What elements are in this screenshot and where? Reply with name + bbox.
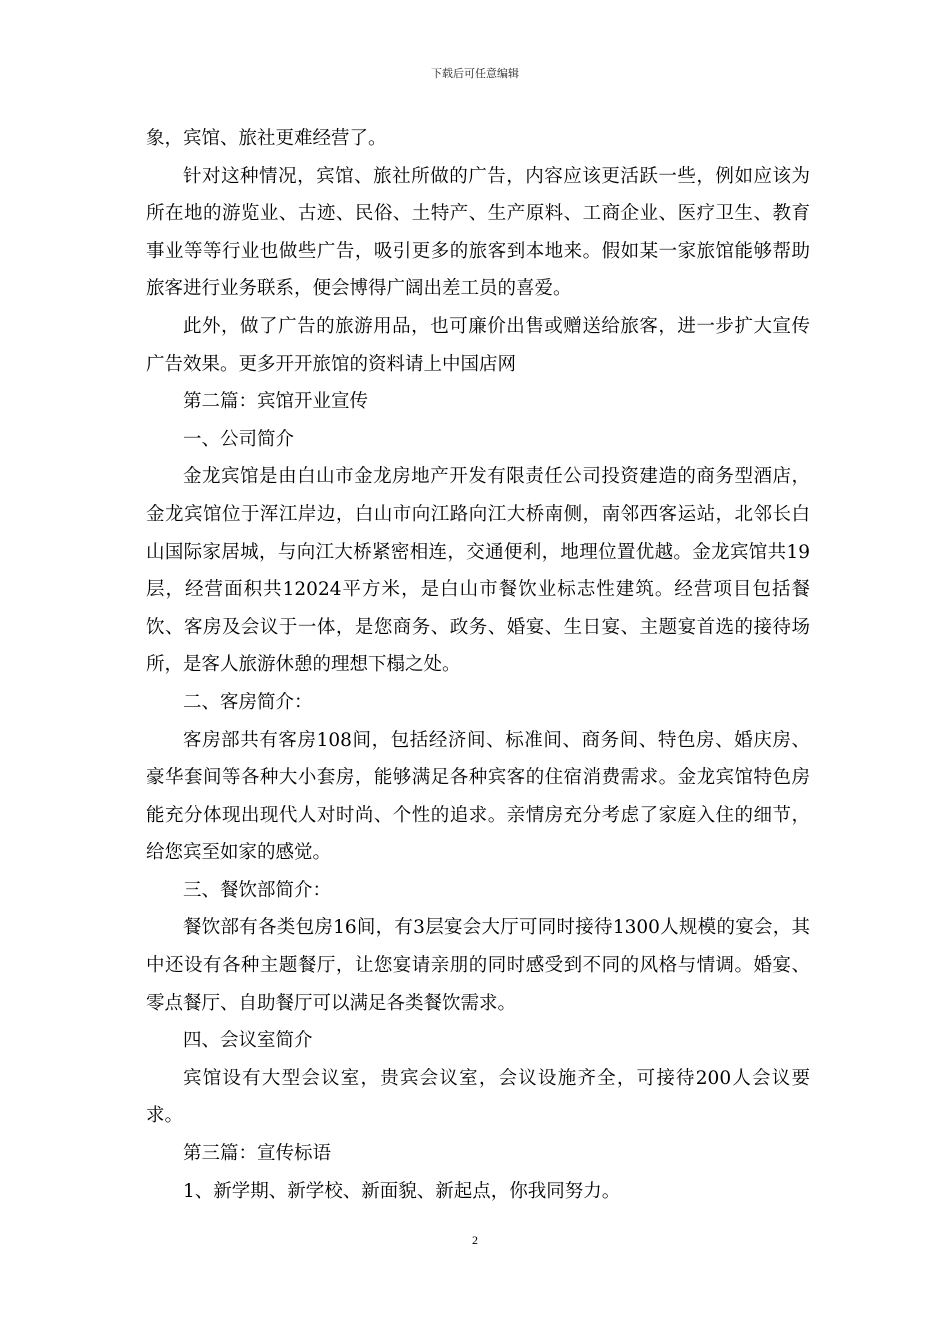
subheading-dining: 三、餐饮部简介： [183,879,332,901]
page-header: 下载后可任意编辑 [431,67,519,80]
slogan-1: 1、新学期、新学校、新面貌、新起点，你我同努力。 [183,1180,621,1202]
paragraph-1: 象，宾馆、旅社更难经营了。 [146,128,387,149]
paragraph-company: 金龙宾馆是由白山市金龙房地产开发有限责任公司投资建造的商务型酒店，金龙宾馆位于浑江岸边，白山市向江路向江大桥南侧，南邻西客运站，北邻长白山国际家居城，与向江大桥紧密相连，交通便利，地理位置优越。金龙宾馆共19层，经营面积共12024平方米，是白山市餐饮业标志性建筑。经营项目包括餐饮、客房及会议于一体，是您商务、政务、婚宴、生日宴、主题宴首选的接待场所，是客人旅游休憩的理想下榻之处。 [146,466,810,676]
section-heading-3: 第三篇：宣传标语 [183,1143,332,1165]
subheading-rooms: 二、客房简介： [183,691,313,713]
paragraph-2: 针对这种情况，宾馆、旅社所做的广告，内容应该更活跃一些，例如应该为所在地的游览业、古迹、民俗、土特产、生产原料、工商企业、医疗卫生、教育事业等等行业也做些广告，吸引更多的旅客到本地来。假如某一家旅馆能够帮助旅客进行业务联系，便会博得广阔出差工员的喜爱。 [146,165,810,300]
subheading-meeting: 四、会议室简介 [183,1030,313,1052]
paragraph-meeting: 宾馆设有大型会议室，贵宾会议室，会议设施齐全，可接待200人会议要求。 [146,1067,810,1127]
paragraph-rooms: 客房部共有客房108间，包括经济间、标准间、商务间、特色房、婚庆房、豪华套间等各种大小套房，能够满足各种宾客的住宿消费需求。金龙宾馆特色房能充分体现出现代人对时尚、个性的追求。亲情房充分考虑了家庭入住的细节，给您宾至如家的感觉。 [146,729,810,864]
subheading-company: 一、公司简介 [183,428,295,450]
paragraph-3: 此外，做了广告的旅游用品，也可廉价出售或赠送给旅客，进一步扩大宣传广告效果。更多开开旅馆的资料请上中国店网 [146,315,810,375]
page-number: 2 [472,1233,478,1247]
paragraph-dining: 餐饮部有各类包房16间，有3层宴会大厅可同时接待1300人规模的宴会，其中还设有各种主题餐厅，让您宴请亲朋的同时感受到不同的风格与情调。婚宴、零点餐厅、自助餐厅可以满足各类餐饮需求。 [146,917,810,1014]
document-body [146,120,810,1210]
section-heading-2: 第二篇：宾馆开业宣传 [183,391,369,413]
